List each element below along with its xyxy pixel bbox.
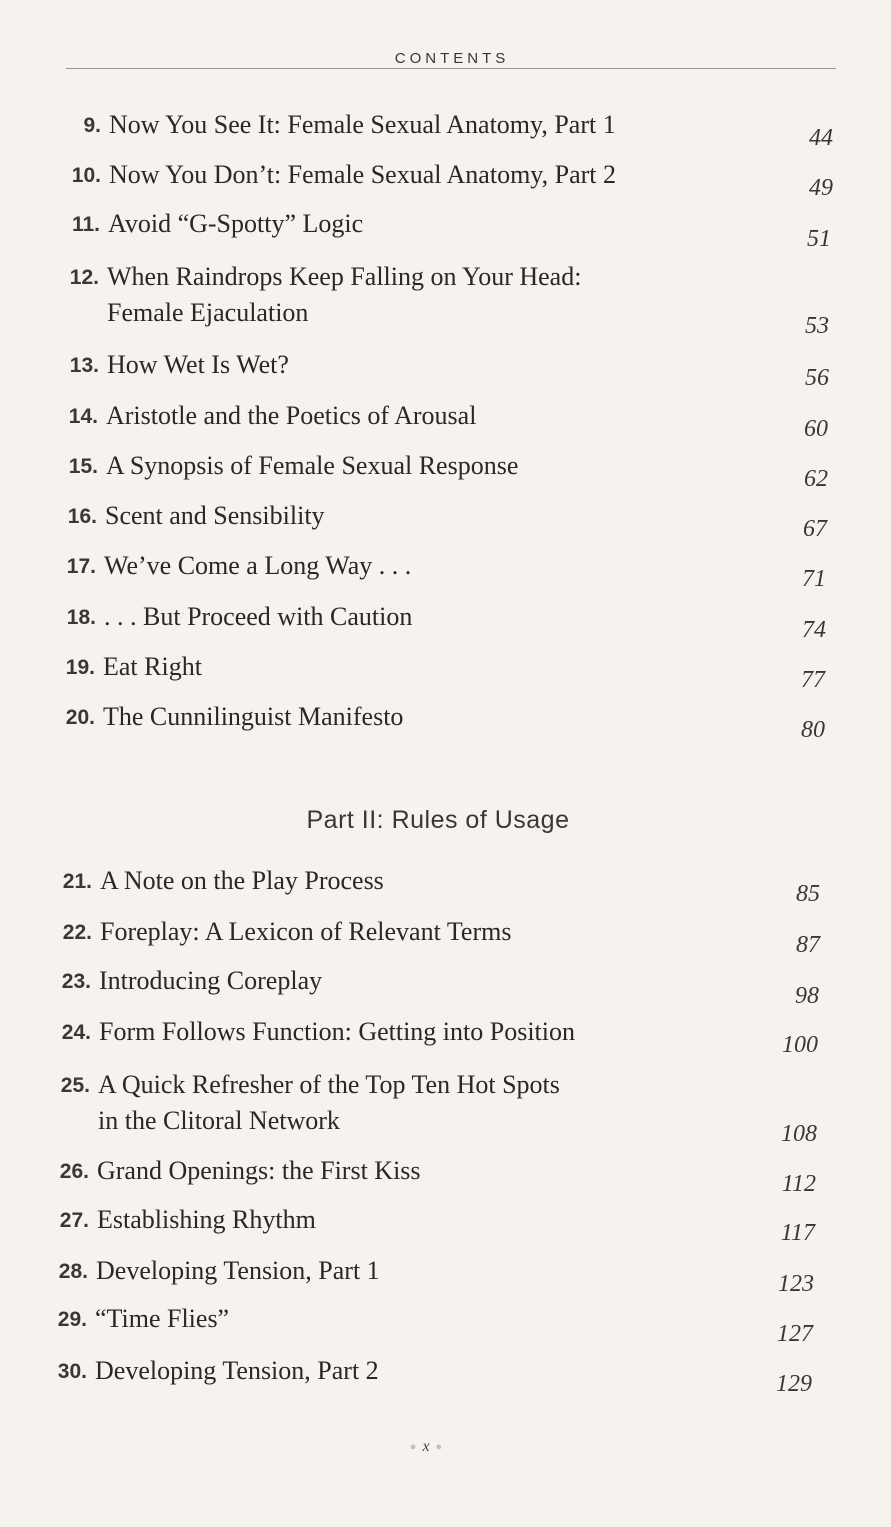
entry-number: 14. <box>68 405 98 428</box>
entry-title: Foreplay: A Lexicon of Relevant Terms <box>100 917 512 946</box>
folio-number: x <box>422 1438 430 1455</box>
entry-page-number: 74 <box>802 617 826 643</box>
toc-entry <box>50 403 850 447</box>
entry-number: 30. <box>57 1360 87 1383</box>
entry-title: Now You See It: Female Sexual Anatomy, Part 1 <box>109 110 616 139</box>
toc-entry <box>49 503 849 547</box>
entry-number: 12. <box>69 266 99 289</box>
entry-page-number: 87 <box>796 932 820 958</box>
page-folio <box>0 1438 852 1456</box>
entry-title: Eat Right <box>103 652 202 681</box>
entry-number: 16. <box>67 505 97 528</box>
entry-page-number: 62 <box>804 466 828 492</box>
entry-number: 10. <box>71 164 101 187</box>
toc-entry <box>53 162 853 206</box>
entry-page-number: 71 <box>802 566 826 592</box>
running-head: CONTENTS <box>394 50 510 67</box>
toc-entry <box>44 868 844 912</box>
entry-page-number: 129 <box>776 1371 812 1397</box>
entry-title: Establishing Rhythm <box>97 1205 316 1234</box>
entry-number: 28. <box>58 1260 88 1283</box>
toc-entry <box>47 654 847 698</box>
entry-title: When Raindrops Keep Falling on Your Head: <box>107 262 582 291</box>
entry-number: 19. <box>65 656 95 679</box>
entry-number: 23. <box>61 970 91 993</box>
header-rule <box>66 68 836 69</box>
entry-title: Female Ejaculation <box>107 298 309 327</box>
entry-title: Scent and Sensibility <box>105 501 325 530</box>
entry-page-number: 80 <box>801 717 825 743</box>
toc-entry <box>39 1358 839 1402</box>
toc-entry <box>44 919 844 963</box>
entry-number: 26. <box>59 1160 89 1183</box>
toc-entry <box>41 1158 841 1202</box>
entry-title: Developing Tension, Part 1 <box>96 1256 380 1285</box>
entry-page-number: 60 <box>804 416 828 442</box>
entry-number: 21. <box>62 870 92 893</box>
toc-entry <box>51 352 851 396</box>
entry-title: in the Clitoral Network <box>98 1106 340 1135</box>
entry-page-number: 77 <box>801 667 825 693</box>
entry-title: The Cunnilinguist Manifesto <box>103 702 404 731</box>
entry-number: 22. <box>62 921 92 944</box>
entry-number: 18. <box>66 606 96 629</box>
entry-title: We’ve Come a Long Way . . . <box>104 551 412 580</box>
entry-title: A Quick Refresher of the Top Ten Hot Spots <box>98 1070 560 1099</box>
entry-number: 25. <box>60 1074 90 1097</box>
part-heading: Part II: Rules of Usage <box>306 806 570 834</box>
entry-title: A Synopsis of Female Sexual Response <box>106 451 519 480</box>
entry-number: 29. <box>57 1308 87 1331</box>
entry-title: Introducing Coreplay <box>99 966 323 995</box>
folio-ornament-icon: ● <box>409 1441 417 1454</box>
entry-number: 20. <box>65 706 95 729</box>
entry-number: 27. <box>59 1209 89 1232</box>
entry-title: Now You Don’t: Female Sexual Anatomy, Part 2 <box>109 160 616 189</box>
toc-entry <box>50 453 850 497</box>
entry-number: 24. <box>61 1021 91 1044</box>
entry-title: Developing Tension, Part 2 <box>95 1356 379 1385</box>
entry-page-number: 67 <box>803 516 827 542</box>
entry-page-number: 127 <box>777 1321 813 1347</box>
toc-entry <box>48 604 848 648</box>
entry-title: “Time Flies” <box>95 1304 230 1333</box>
toc-entry <box>39 1306 839 1350</box>
toc-entry <box>48 553 848 597</box>
toc-entry <box>53 112 853 156</box>
entry-page-number: 44 <box>809 125 833 151</box>
folio-ornament-icon: ● <box>435 1441 443 1454</box>
toc-entry <box>43 1019 843 1063</box>
entry-title: . . . But Proceed with Caution <box>104 602 413 631</box>
toc-entry <box>41 1207 841 1251</box>
entry-title: How Wet Is Wet? <box>107 350 289 379</box>
entry-page-number: 53 <box>805 313 829 339</box>
entry-number: 17. <box>66 555 96 578</box>
entry-page-number: 85 <box>796 881 820 907</box>
toc-entry <box>51 262 851 339</box>
entry-number: 15. <box>68 455 98 478</box>
toc-entry <box>52 211 852 255</box>
toc-entry <box>43 968 843 1012</box>
entry-number: 11. <box>71 213 100 236</box>
entry-number: 13. <box>69 354 99 377</box>
entry-page-number: 117 <box>780 1220 815 1246</box>
entry-page-number: 51 <box>807 226 831 252</box>
entry-number: 9. <box>83 114 101 137</box>
entry-title: Avoid “G-Spotty” Logic <box>108 209 364 238</box>
entry-page-number: 112 <box>781 1171 816 1197</box>
toc-entry <box>40 1258 840 1302</box>
entry-page-number: 49 <box>809 175 833 201</box>
toc-entry <box>42 1070 842 1147</box>
entry-page-number: 100 <box>782 1032 818 1058</box>
entry-title: Aristotle and the Poetics of Arousal <box>106 401 477 430</box>
entry-title: Form Follows Function: Getting into Position <box>99 1017 575 1046</box>
entry-page-number: 56 <box>805 365 829 391</box>
entry-page-number: 123 <box>778 1271 814 1297</box>
entry-title: A Note on the Play Process <box>100 866 384 895</box>
entry-page-number: 108 <box>781 1121 817 1147</box>
toc-entry <box>47 704 847 748</box>
entry-page-number: 98 <box>795 983 819 1009</box>
entry-title: Grand Openings: the First Kiss <box>97 1156 421 1185</box>
